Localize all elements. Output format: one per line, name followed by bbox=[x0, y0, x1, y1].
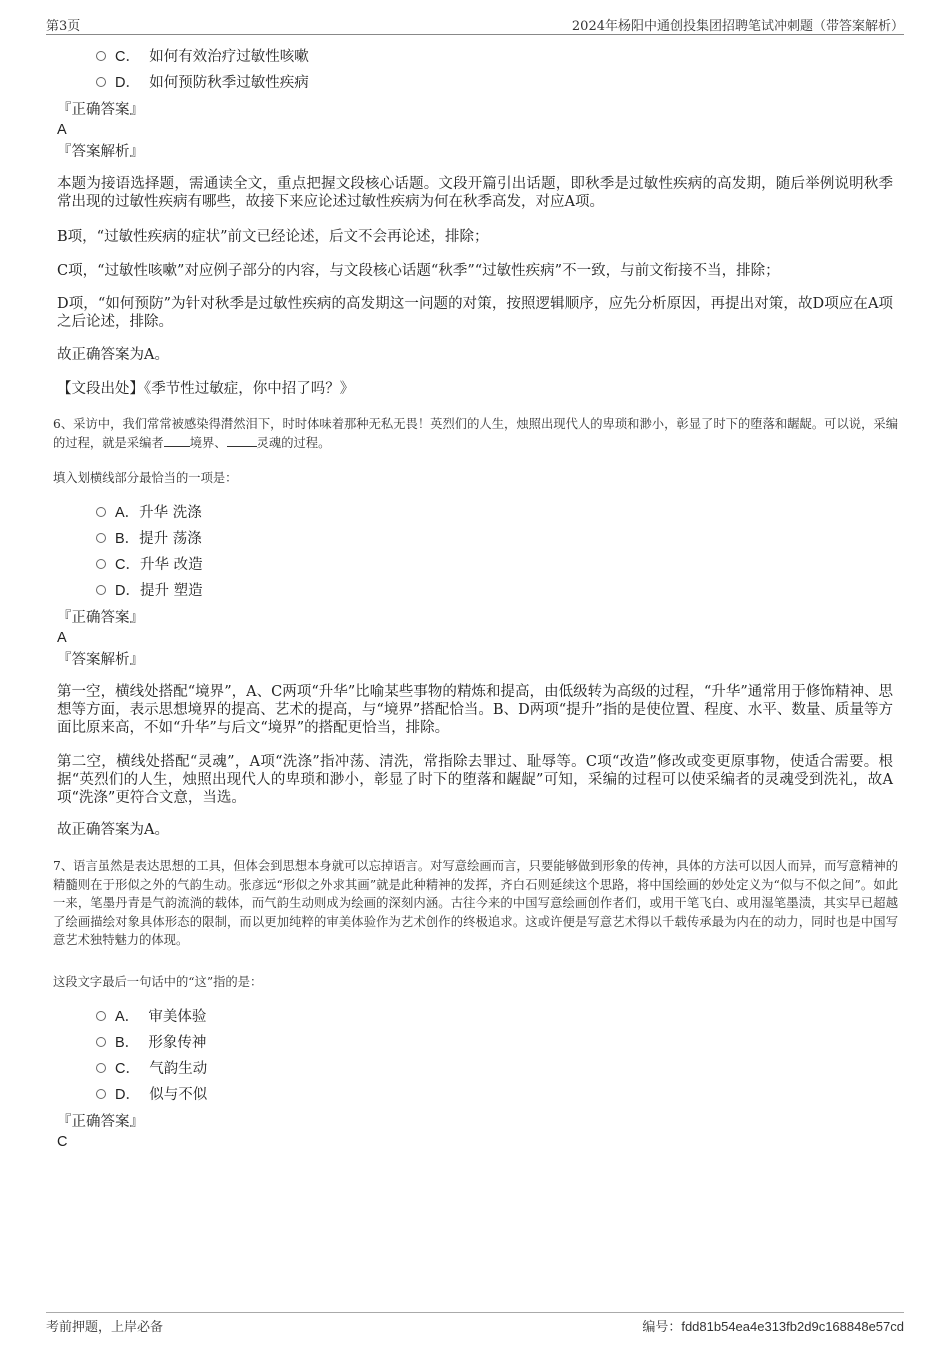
q7-option-d[interactable]: D． 似与不似 bbox=[96, 1085, 207, 1105]
q7-option-a[interactable]: A． 审美体验 bbox=[96, 1007, 206, 1027]
q6-analysis-p2: 第二空，横线处搭配“灵魂”，A项“洗涤”指冲荡、清洗，常指除去罪过、耻辱等。C项“改造”修改或变更原事物，使适合需要。根据“英烈们的人生，烛照出现代人的卑琐和渺小，彰显了时下的堕落和龌龊”可知，采编的过程可以使采编者的灵魂受到洗礼，故A项“洗涤”更符合文意，当选。 bbox=[57, 754, 893, 806]
q6-analysis-p3: 故正确答案为A。 bbox=[57, 822, 169, 838]
radio-icon[interactable] bbox=[96, 51, 106, 61]
q6-correct-answer-label: 『正确答案』 bbox=[57, 610, 144, 626]
blank-2 bbox=[227, 434, 257, 447]
document-code: 编号：fdd81b54ea4e313fb2d9c168848e57cd bbox=[642, 1319, 904, 1335]
q5-answer: A bbox=[57, 122, 67, 138]
q5-analysis-p2: B项，“过敏性疾病的症状”前文已经论述，后文不会再论述，排除； bbox=[57, 229, 489, 245]
q6-option-d[interactable]: D．提升 塑造 bbox=[96, 581, 203, 601]
q5-analysis-p1: 本题为接语选择题，需通读全文，重点把握文段核心话题。文段开篇引出话题，即秋季是过敏性疾病的高发期，随后举例说明秋季常出现的过敏性疾病有哪些，故接下来应论述过敏性疾病为何在秋季高发，对应A项。 bbox=[57, 176, 893, 210]
q5-option-d[interactable]: D． 如何预防秋季过敏性疾病 bbox=[96, 73, 309, 93]
radio-icon[interactable] bbox=[96, 585, 106, 595]
q5-option-c[interactable]: C． 如何有效治疗过敏性咳嗽 bbox=[96, 47, 309, 67]
q5-analysis-p4: D项，“如何预防”为针对秋季是过敏性疾病的高发期这一问题的对策，按照逻辑顺序，应先分析原因，再提出对策，故D项应在A项之后论述，排除。 bbox=[57, 296, 893, 330]
page-header bbox=[46, 14, 904, 35]
footer-slogan: 考前押题，上岸必备 bbox=[46, 1320, 164, 1335]
q6-option-b[interactable]: B．提升 荡涤 bbox=[96, 529, 202, 549]
radio-icon[interactable] bbox=[96, 559, 106, 569]
blank-1 bbox=[164, 434, 190, 447]
q7-correct-answer-label: 『正确答案』 bbox=[57, 1114, 144, 1130]
q6-analysis-label: 『答案解析』 bbox=[57, 652, 144, 668]
q5-correct-answer-label: 『正确答案』 bbox=[57, 102, 144, 118]
q7-option-c[interactable]: C． 气韵生动 bbox=[96, 1059, 207, 1079]
radio-icon[interactable] bbox=[96, 1011, 106, 1021]
q6-prompt: 填入划横线部分最恰当的一项是： bbox=[53, 471, 238, 485]
q7-option-b[interactable]: B． 形象传神 bbox=[96, 1033, 206, 1053]
document-title: 2024年杨阳中通创投集团招聘笔试冲刺题（带答案解析） bbox=[571, 19, 904, 34]
radio-icon[interactable] bbox=[96, 1063, 106, 1073]
radio-icon[interactable] bbox=[96, 1037, 106, 1047]
radio-icon[interactable] bbox=[96, 507, 106, 517]
q7-answer: C bbox=[57, 1134, 68, 1150]
page-footer bbox=[46, 1312, 904, 1335]
q6-option-c[interactable]: C．升华 改造 bbox=[96, 555, 203, 575]
q7-stem: 7、语言虽然是表达思想的工具，但体会到思想本身就可以忘掉语言。对写意绘画而言，只要能够做到形象的传神，具体的方法可以因人而异，而写意精神的精髓则在于形似之外的气韵生动。张彦远“形似之外求其画”就是此种精神的发挥，齐白石则延续这个思路，将中国绘画的妙处定义为“似与不似之间”。如此一来，笔墨丹青是气韵流淌的载体，而气韵生动则成为绘画的深刻内涵。古往今来的中国写意绘画创作者们，或用干笔飞白、或用湿笔墨渍，其实早已超越了绘画描绘对象具体形态的限制，而以更加纯粹的审美体验作为艺术创作的终极追求。这或许便是写意艺术得以千载传承最为内在的动力，同时也是中国写意艺术独特魅力的体现。 bbox=[53, 859, 898, 947]
q5-analysis-p5: 故正确答案为A。 bbox=[57, 347, 169, 363]
radio-icon[interactable] bbox=[96, 77, 106, 87]
q5-analysis-p3: C项，“过敏性咳嗽”对应例子部分的内容，与文段核心话题“秋季”“过敏性疾病”不一致，与前文衔接不当，排除； bbox=[57, 263, 780, 279]
q7-prompt: 这段文字最后一句话中的“这”指的是： bbox=[53, 975, 263, 989]
q6-answer: A bbox=[57, 630, 67, 646]
q6-stem: 6、采访中，我们常常被感染得潸然泪下，时时体味着那种无私无畏！英烈们的人生，烛照出现代人的卑琐和渺小，彰显了时下的堕落和龌龊。可以说，采编的过程，就是采编者 境界、 灵魂的过程。 bbox=[53, 417, 898, 450]
q6-analysis-p1: 第一空，横线处搭配“境界”，A、C两项“升华”比喻某些事物的精炼和提高，由低级转为高级的过程，“升华”通常用于修饰精神、思想等方面，表示思想境界的提高、艺术的提高，与“境界”搭配恰当。B、D两项“提升”指的是使位置、程度、水平、数量、质量等方面比原来高，不如“升华”与后文“境界”的搭配更恰当，排除。 bbox=[57, 684, 893, 736]
page-number: 第3页 bbox=[46, 19, 81, 34]
q5-source: 【文段出处】《季节性过敏症，你中招了吗？》 bbox=[57, 381, 355, 397]
q6-option-a[interactable]: A．升华 洗涤 bbox=[96, 503, 202, 523]
radio-icon[interactable] bbox=[96, 533, 106, 543]
q5-analysis-label: 『答案解析』 bbox=[57, 144, 144, 160]
radio-icon[interactable] bbox=[96, 1089, 106, 1099]
